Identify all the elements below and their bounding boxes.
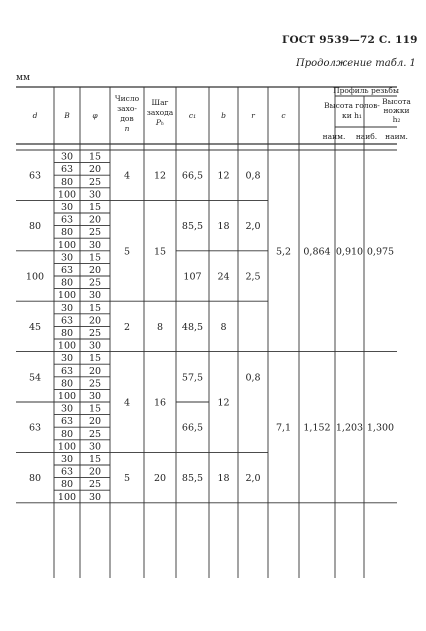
cell-phi: 30 <box>88 340 102 352</box>
cell-b: 100 <box>57 441 77 453</box>
cell-phi: 25 <box>88 428 102 440</box>
cell-phi: 20 <box>88 315 102 327</box>
header-profile: Профиль резьбы <box>333 86 399 95</box>
header-n: дов <box>120 114 134 123</box>
cell-b-width: 18 <box>217 221 230 233</box>
cell-phi: 15 <box>88 302 102 314</box>
cell-b: 80 <box>60 428 74 440</box>
cell-h1-max: 1,203 <box>335 422 364 434</box>
cell-b: 63 <box>60 365 74 377</box>
cell-b: 100 <box>57 290 77 302</box>
header-ph: Pₕ <box>155 118 165 127</box>
cell-phi: 25 <box>88 176 102 188</box>
cell-b: 63 <box>60 315 74 327</box>
cell-phi: 25 <box>88 479 102 491</box>
cell-phi: 30 <box>88 391 102 402</box>
cell-ph: 8 <box>156 321 164 333</box>
cell-phi: 25 <box>88 277 102 289</box>
cell-c1: 66,5 <box>181 422 204 434</box>
cell-n: 2 <box>123 321 131 333</box>
cell-n: 4 <box>123 170 131 182</box>
header-h1-min: наим. <box>322 132 346 141</box>
cell-phi: 15 <box>88 353 102 365</box>
gost-header: ГОСТ 9539—72 С. 119 <box>282 34 418 46</box>
header-h1-max: наиб. <box>355 132 378 141</box>
cell-phi: 15 <box>88 403 102 415</box>
table-header <box>33 86 412 141</box>
header-h1: Высота голов- <box>324 101 380 110</box>
cell-d: 80 <box>28 221 42 233</box>
cell-c1: 107 <box>183 271 202 283</box>
cell-phi: 20 <box>88 416 102 428</box>
cell-d: 54 <box>28 372 42 384</box>
cell-d: 45 <box>28 321 42 333</box>
cell-d: 80 <box>28 473 42 485</box>
header-c: c <box>281 111 286 120</box>
cell-c1: 85,5 <box>181 473 204 485</box>
cell-b: 63 <box>60 164 74 176</box>
cell-b-width: 12 <box>217 397 230 409</box>
cell-b: 100 <box>57 189 77 201</box>
cell-phi: 20 <box>88 214 102 226</box>
cell-phi: 30 <box>88 189 102 201</box>
table-body <box>26 152 394 503</box>
cell-b: 100 <box>57 340 77 352</box>
cell-d: 63 <box>28 170 42 182</box>
cell-b-width: 18 <box>217 473 230 485</box>
cell-phi: 20 <box>88 365 102 377</box>
header-n: n <box>124 124 130 133</box>
cell-ph: 12 <box>153 170 167 182</box>
cell-phi: 30 <box>88 441 102 453</box>
cell-phi: 30 <box>88 290 102 302</box>
cell-phi: 15 <box>88 454 102 465</box>
cell-r: 0,8 <box>245 372 261 384</box>
cell-b: 63 <box>60 466 74 478</box>
cell-b: 30 <box>60 202 74 213</box>
cell-phi: 15 <box>88 252 102 264</box>
header-h2: h₂ <box>392 115 401 124</box>
header-h2: ножки <box>383 106 410 115</box>
cell-phi: 20 <box>88 466 102 478</box>
header-n: Число <box>114 94 140 103</box>
cell-phi: 20 <box>88 265 102 276</box>
cell-r: 2,0 <box>245 473 261 485</box>
cell-c1: 48,5 <box>181 321 204 333</box>
header-r: r <box>251 111 255 120</box>
cell-n: 4 <box>123 397 131 409</box>
cell-ph: 16 <box>153 397 167 409</box>
cell-h2-min: 1,300 <box>366 422 395 434</box>
cell-r: 0,8 <box>245 170 261 182</box>
cell-phi: 15 <box>88 151 102 163</box>
cell-h1-max: 0,910 <box>335 246 364 258</box>
cell-b: 63 <box>60 214 74 226</box>
cell-r: 2,0 <box>245 221 261 233</box>
cell-b: 63 <box>60 265 74 276</box>
cell-c1: 85,5 <box>181 221 204 233</box>
cell-b: 63 <box>60 416 74 428</box>
cell-h1-min: 0,864 <box>303 246 331 258</box>
cell-b-width: 12 <box>217 170 230 182</box>
cell-n: 5 <box>123 246 131 258</box>
cell-b: 30 <box>60 353 74 365</box>
cell-phi: 25 <box>88 227 102 239</box>
cell-c: 7,1 <box>275 422 292 434</box>
header-c1: c₁ <box>188 111 197 120</box>
header-b: B <box>64 111 70 120</box>
header-h1: ки h₁ <box>342 111 362 120</box>
cell-b-width: 8 <box>220 321 227 333</box>
cell-phi: 30 <box>88 239 102 251</box>
cell-phi: 30 <box>88 491 102 503</box>
header-ph: Шаг <box>151 98 169 107</box>
unit-label: мм <box>16 73 31 83</box>
cell-h2-min: 0,975 <box>366 246 395 258</box>
cell-b-width: 24 <box>217 271 230 283</box>
cell-n: 5 <box>123 473 131 485</box>
cell-b: 100 <box>57 239 77 251</box>
cell-b: 80 <box>60 479 74 491</box>
cell-c1: 57,5 <box>181 372 204 384</box>
cell-phi: 15 <box>88 202 102 213</box>
cell-b: 30 <box>60 151 74 163</box>
cell-b: 80 <box>60 176 74 188</box>
header-n: захо- <box>117 104 137 113</box>
table-grid <box>16 87 397 578</box>
cell-phi: 25 <box>88 328 102 339</box>
cell-b: 100 <box>57 491 77 503</box>
cell-c: 5,2 <box>275 246 292 258</box>
cell-d: 100 <box>25 271 45 283</box>
header-phi: φ <box>92 111 98 120</box>
cell-b: 30 <box>60 454 74 465</box>
cell-d: 63 <box>28 422 42 434</box>
header-h2: Высота <box>382 97 411 106</box>
header-d: d <box>32 111 38 120</box>
cell-ph: 15 <box>153 246 167 258</box>
cell-phi: 20 <box>88 164 102 176</box>
cell-b: 30 <box>60 403 74 415</box>
header-h2-min: наим. <box>385 132 408 141</box>
cell-b: 80 <box>60 328 74 339</box>
cell-h1-min: 1,152 <box>303 422 331 434</box>
continuation-label: Продолжение табл. 1 <box>296 58 416 69</box>
header-ph: захода <box>146 108 174 117</box>
cell-ph: 20 <box>153 473 167 485</box>
cell-r: 2,5 <box>245 271 261 283</box>
cell-b: 100 <box>57 391 77 402</box>
header-b-small: b <box>221 111 226 120</box>
cell-b: 30 <box>60 252 74 264</box>
cell-b: 80 <box>60 378 74 390</box>
cell-c1: 66,5 <box>181 170 204 182</box>
cell-b: 80 <box>60 277 74 289</box>
cell-phi: 25 <box>88 378 102 390</box>
cell-b: 80 <box>60 227 74 239</box>
cell-b: 30 <box>60 302 74 314</box>
